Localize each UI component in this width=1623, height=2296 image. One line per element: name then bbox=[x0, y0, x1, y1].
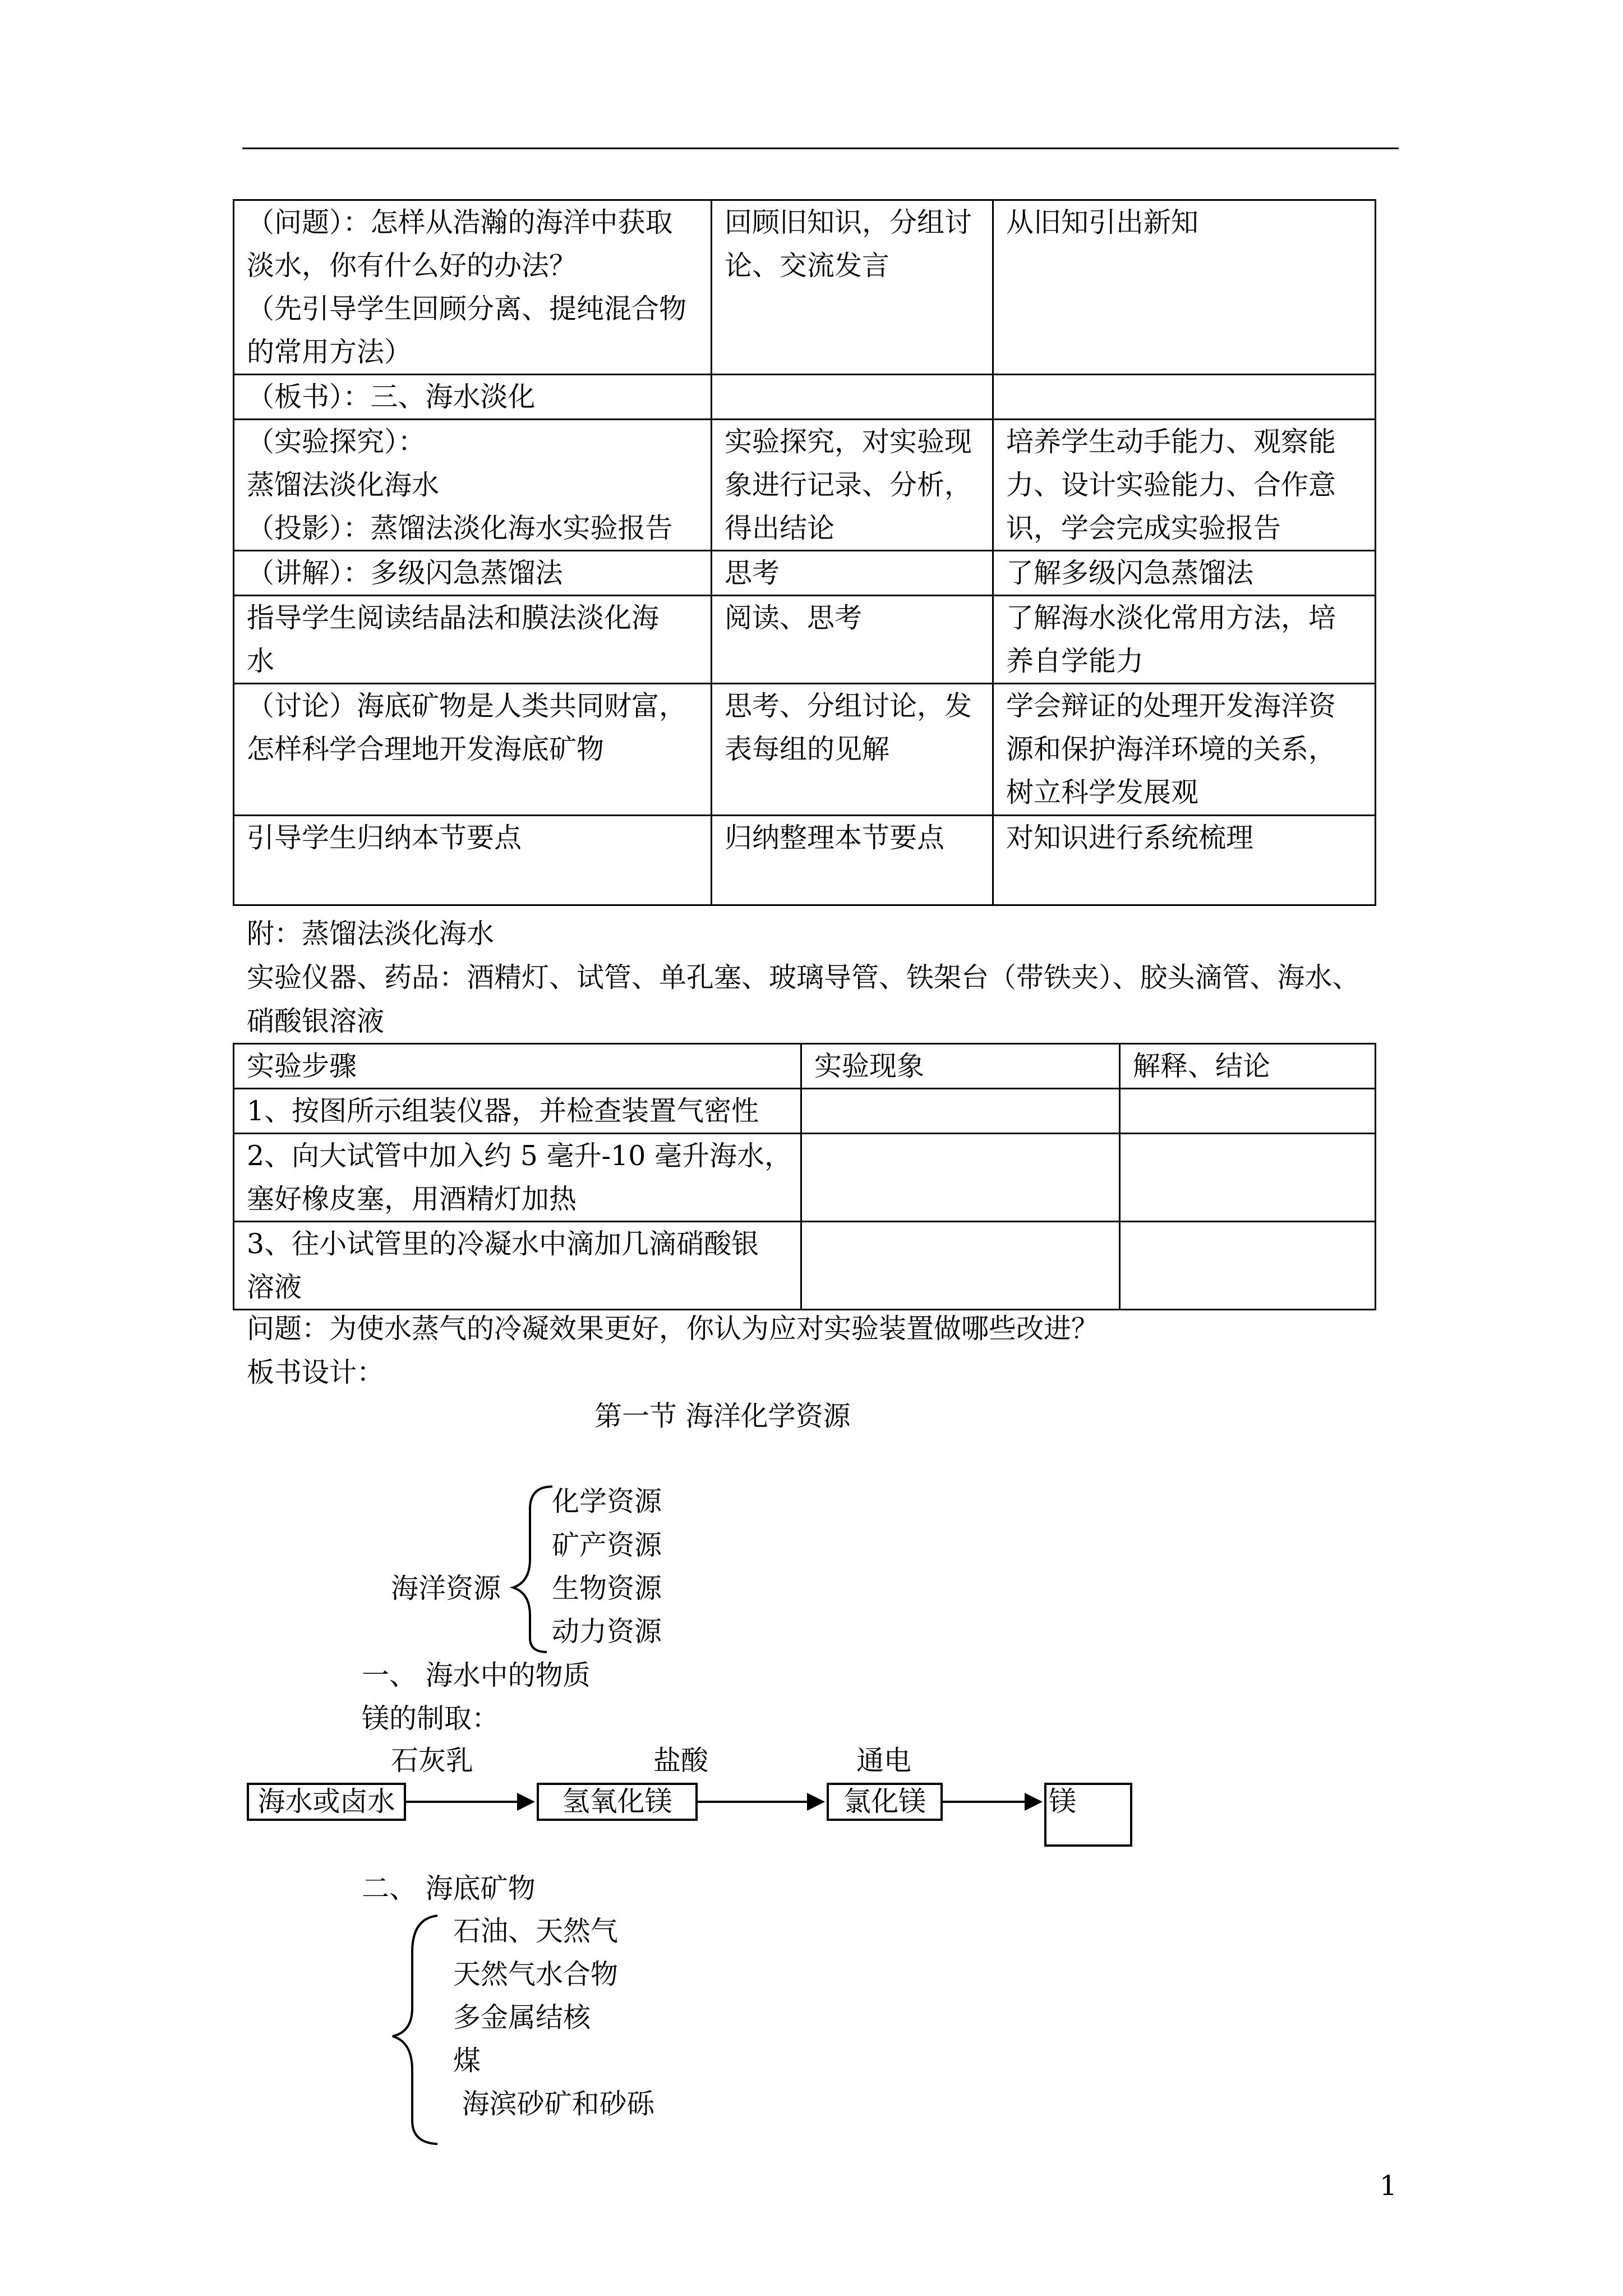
mineral-item: 天然气水合物 bbox=[453, 1958, 619, 1990]
cell-text-line: 树立科学发展观 bbox=[1006, 776, 1199, 808]
resource-item: 生物资源 bbox=[552, 1572, 662, 1604]
cell-text-line: 2、向大试管中加入约 5 毫升-10 毫升海水， bbox=[247, 1140, 792, 1172]
cell-text-line: 水 bbox=[247, 645, 275, 677]
appendix-title: 附：蒸馏法淡化海水 bbox=[247, 918, 495, 950]
cell-text-line: 论、交流发言 bbox=[725, 250, 890, 282]
cell-text-line: 归纳整理本节要点 bbox=[725, 822, 945, 854]
resource-item: 化学资源 bbox=[552, 1485, 662, 1517]
reagent-label: 盐酸 bbox=[653, 1745, 709, 1777]
mineral-item: 煤 bbox=[453, 2045, 481, 2077]
cell-text-line: 思考、分组讨论，发 bbox=[725, 690, 972, 722]
cell-text-line: 识，学会完成实验报告 bbox=[1006, 512, 1281, 544]
cell-text-line: 蒸馏法淡化海水 bbox=[247, 469, 440, 501]
cell-text-line: 引导学生归纳本节要点 bbox=[247, 822, 522, 854]
cell-text-line: 淡水，你有什么好的办法？ bbox=[247, 250, 577, 282]
cell-text-line: 溶液 bbox=[247, 1271, 302, 1303]
cell-text-line: 1、按图所示组装仪器，并检查装置气密性 bbox=[247, 1095, 759, 1127]
cell-text-line: 塞好橡皮塞，用酒精灯加热 bbox=[247, 1183, 577, 1215]
cell-text-line: 阅读、思考 bbox=[725, 602, 863, 634]
cell-text-line: 力、设计实验能力、合作意 bbox=[1006, 469, 1336, 501]
cell-text-line: 对知识进行系统梳理 bbox=[1006, 822, 1254, 854]
exp-header-cell: 实验步骤 bbox=[234, 1044, 801, 1089]
mineral-item: 石油、天然气 bbox=[453, 1915, 619, 1947]
page-number: 1 bbox=[1380, 2170, 1398, 2202]
cell-text-line: 思考 bbox=[725, 557, 780, 589]
reagent-label: 石灰乳 bbox=[391, 1745, 474, 1777]
cell-text-line: 得出结论 bbox=[725, 512, 835, 544]
exp-header-cell: 解释、结论 bbox=[1120, 1044, 1376, 1089]
mg-label: 镁的制取： bbox=[362, 1703, 500, 1734]
flow-box-mg-hydroxide: 氢氧化镁 bbox=[537, 1783, 698, 1821]
cell-text-line: （问题）：怎样从浩瀚的海洋中获取 bbox=[247, 206, 673, 238]
resource-item: 动力资源 bbox=[552, 1616, 662, 1648]
cell-text-line: （讨论）海底矿物是人类共同财富， bbox=[247, 690, 687, 722]
cell-text-line: 回顾旧知识，分组讨 bbox=[725, 206, 972, 238]
section2-heading: 二、 海底矿物 bbox=[362, 1872, 536, 1904]
appendix-materials-line2: 硝酸银溶液 bbox=[247, 1005, 385, 1037]
section1-heading: 一、 海水中的物质 bbox=[362, 1659, 591, 1691]
cell-text-line: （先引导学生回顾分离、提纯混合物 bbox=[247, 293, 687, 325]
cell-text-line: 培养学生动手能力、观察能 bbox=[1006, 426, 1336, 458]
cell-text-line: （投影）：蒸馏法淡化海水实验报告 bbox=[247, 512, 673, 544]
cell-text-line: 养自学能力 bbox=[1006, 645, 1144, 677]
question-text: 问题：为使水蒸气的冷凝效果更好，你认为应对实验装置做哪些改进？ bbox=[247, 1313, 1099, 1345]
reagent-label: 通电 bbox=[856, 1745, 912, 1777]
cell-text-line: 源和保护海洋环境的关系， bbox=[1006, 733, 1336, 765]
board-label: 板书设计： bbox=[247, 1356, 385, 1388]
cell-text-line: 了解海水淡化常用方法，培 bbox=[1006, 602, 1336, 634]
cell-text-line: 3、往小试管里的冷凝水中滴加几滴硝酸银 bbox=[247, 1228, 759, 1260]
cell-text-line: 从旧知引出新知 bbox=[1006, 206, 1199, 238]
resource-item: 矿产资源 bbox=[552, 1529, 662, 1561]
flow-box-mg: 镁 bbox=[1044, 1783, 1132, 1847]
cell-text-line: 学会辩证的处理开发海洋资 bbox=[1006, 690, 1336, 722]
mineral-item: 多金属结核 bbox=[453, 2001, 591, 2033]
cell-text-line: 象进行记录、分析， bbox=[725, 469, 972, 501]
cell-text-line: 实验探究，对实验现 bbox=[725, 426, 972, 458]
cell-text-line: （实验探究）： bbox=[247, 426, 426, 458]
cell-text-line: （板书）：三、海水淡化 bbox=[247, 381, 536, 413]
resources-label: 海洋资源 bbox=[391, 1572, 501, 1604]
cell-text-line: 表每组的见解 bbox=[725, 733, 890, 765]
mineral-item: 海滨砂矿和砂砾 bbox=[453, 2088, 654, 2120]
exp-header-cell: 实验现象 bbox=[801, 1044, 1120, 1089]
flow-box-seawater: 海水或卤水 bbox=[247, 1783, 406, 1821]
flow-box-mg-chloride: 氯化镁 bbox=[827, 1783, 943, 1821]
cell-text-line: 的常用方法） bbox=[247, 336, 412, 368]
cell-text-line: 指导学生阅读结晶法和膜法淡化海 bbox=[247, 602, 660, 634]
cell-text-line: （讲解）：多级闪急蒸馏法 bbox=[247, 557, 563, 589]
resources-brace bbox=[513, 1487, 552, 1652]
board-title: 第一节 海洋化学资源 bbox=[594, 1400, 851, 1432]
minerals-brace bbox=[393, 1916, 437, 2144]
cell-text-line: 了解多级闪急蒸馏法 bbox=[1006, 557, 1254, 589]
cell-text-line: 怎样科学合理地开发海底矿物 bbox=[247, 733, 605, 765]
appendix-materials-line1: 实验仪器、药品：酒精灯、试管、单孔塞、玻璃导管、铁架台（带铁夹）、胶头滴管、海水、 bbox=[247, 961, 1360, 993]
